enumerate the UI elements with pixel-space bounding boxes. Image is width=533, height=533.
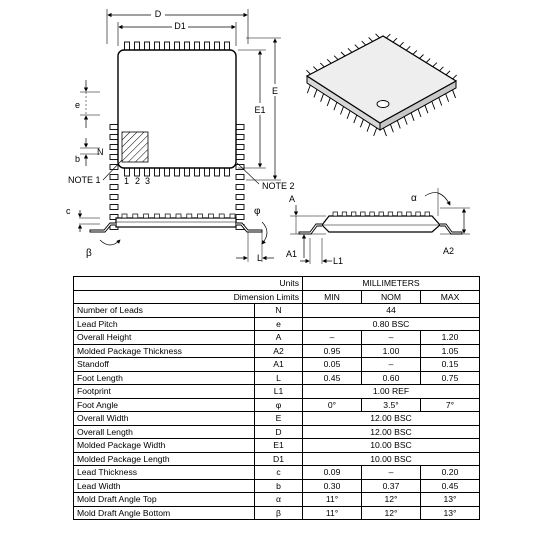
row-min: 11° [303,506,362,520]
table-row [74,412,480,426]
row-max: 13° [421,493,480,507]
row-nom: – [362,358,421,372]
row-value-span: 1.00 REF [303,385,480,399]
row-label: Overall Height [74,331,255,345]
row-label: Molded Package Length [74,452,255,466]
col-nom: NOM [362,290,421,304]
row-symbol: b [255,479,303,493]
row-label: Foot Length [74,371,255,385]
row-min: – [303,331,362,345]
row-label: Molded Package Thickness [74,344,255,358]
label-A: A [289,194,296,204]
iso-lead [320,63,324,67]
iso-lead [397,120,400,128]
row-symbol: E [255,412,303,426]
side-lead [165,214,170,218]
row-min: 0° [303,398,362,412]
side-lead [176,214,181,218]
lead-left [110,145,118,150]
iso-lead [321,94,324,102]
row-label: Standoff [74,358,255,372]
label-e: e [75,100,81,110]
table-row [74,479,480,493]
side-lead [370,212,375,216]
row-min: 11° [303,493,362,507]
label-pin3: 3 [145,176,151,186]
row-nom: 0.37 [362,479,421,493]
row-symbol: α [255,493,303,507]
lead-bottom [135,168,140,176]
label-pin2: 2 [135,176,141,186]
row-value-span: 12.00 BSC [303,412,480,426]
row-label: Lead Thickness [74,466,255,480]
row-symbol: A2 [255,344,303,358]
row-min: 0.45 [303,371,362,385]
row-nom: 12° [362,493,421,507]
iso-lead [446,71,450,75]
row-min: 0.09 [303,466,362,480]
row-symbol: D [255,425,303,439]
side-lead [425,212,430,216]
row-symbol: L1 [255,385,303,399]
row-nom: 3.5° [362,398,421,412]
table-row [74,493,480,507]
row-label: Foot Angle [74,398,255,412]
iso-lead [383,128,386,136]
lead-bottom [185,168,190,176]
row-label: Footprint [74,385,255,399]
iso-lead [341,52,345,56]
iso-lead [341,107,344,115]
lead-right [236,195,244,200]
table-row [74,304,480,318]
lead-bottom [165,168,170,176]
side-lead [416,212,421,216]
iso-lead [306,70,310,74]
side-lead [333,212,338,216]
iso-lead [360,119,363,127]
lead-top [195,42,200,50]
iso-lead [367,124,370,132]
lead-top [165,42,170,50]
iso-lead [425,105,428,113]
side-lead [133,214,138,218]
lead-left [110,125,118,130]
iso-lead [404,117,407,125]
side-lead [154,214,159,218]
iso-lead [406,46,410,50]
iso-lead [362,41,366,45]
lead-top [125,42,130,50]
iso-lead [313,67,317,71]
lead-right [236,215,244,220]
dimension-table [73,276,480,520]
lead-left [110,135,118,140]
table-row [74,466,480,480]
lead-left [110,195,118,200]
lead-bottom [205,168,210,176]
table-row [74,398,480,412]
side-lead [208,214,213,218]
pin1-hatch [122,132,148,162]
lead-left [110,175,118,180]
iso-lead [411,113,414,121]
row-nom: 1.00 [362,344,421,358]
row-max: 13° [421,506,480,520]
iso-lead [334,102,337,110]
lead-top [145,42,150,50]
top-view [68,8,295,230]
lead-top [225,42,230,50]
lead-top [185,42,190,50]
lead-right [236,155,244,160]
row-min: 0.95 [303,344,362,358]
table-row [74,344,480,358]
row-symbol: β [255,506,303,520]
row-max: 1.05 [421,344,480,358]
row-max: 0.15 [421,358,480,372]
side-lead [342,212,347,216]
iso-pin1-dot [377,101,389,108]
side-lead [388,212,393,216]
row-value-span: 12.00 BSC [303,425,480,439]
label-pin1: 1 [124,176,130,186]
table-header-units [74,277,480,291]
iso-lead [400,42,404,46]
isometric-view [306,34,456,136]
limits-label: Dimension Limits [74,290,303,304]
col-max: MAX [421,290,480,304]
lead-bottom [195,168,200,176]
row-symbol: E1 [255,439,303,453]
iso-lead [354,115,357,123]
label-L: L [257,253,263,263]
iso-lead [439,67,443,71]
row-label: Number of Leads [74,304,255,318]
row-min: 0.30 [303,479,362,493]
iso-lead [453,90,456,98]
row-symbol: D1 [255,452,303,466]
lead-right [236,125,244,130]
side-lead [144,214,149,218]
lead-top [155,42,160,50]
label-note2: NOTE 2 [262,181,295,191]
table-header-limits [74,290,480,304]
lead-bottom [145,168,150,176]
lead-left [110,155,118,160]
row-label: Overall Length [74,425,255,439]
row-max: 0.45 [421,479,480,493]
lead-top [175,42,180,50]
lead-top [205,42,210,50]
lead-right [236,135,244,140]
iso-lead [390,124,393,132]
iso-lead [348,48,352,52]
side-lead [351,212,356,216]
iso-lead [393,38,397,42]
row-label: Overall Width [74,412,255,426]
label-D: D [154,9,162,19]
side-lead [230,214,235,218]
iso-lead [355,45,359,49]
label-A2: A2 [443,246,455,256]
label-b: b [75,154,81,164]
iso-lead [327,59,331,63]
label-E1: E1 [254,105,266,115]
table-row [74,506,480,520]
label-E: E [271,86,279,96]
side-lead [198,214,203,218]
row-symbol: A1 [255,358,303,372]
row-value-span: 10.00 BSC [303,452,480,466]
row-label: Mold Draft Angle Bottom [74,506,255,520]
lead-right [236,185,244,190]
iso-lead [439,98,442,106]
row-value-span: 44 [303,304,480,318]
row-nom: – [362,331,421,345]
lead-bottom [215,168,220,176]
side-lead [122,214,127,218]
lead-bottom [175,168,180,176]
iso-lead [420,55,424,59]
label-note1: NOTE 1 [68,175,101,185]
table-row [74,371,480,385]
iso-body-top [307,36,456,123]
side-lead [361,212,366,216]
lead-left [110,205,118,210]
row-symbol: e [255,317,303,331]
table-row [74,385,480,399]
iso-lead [307,85,310,93]
row-label: Lead Pitch [74,317,255,331]
iso-lead [347,111,350,119]
side-lead [187,214,192,218]
lead-right [236,175,244,180]
table-row [74,331,480,345]
row-label: Molded Package Width [74,439,255,453]
row-value-span: 10.00 BSC [303,439,480,453]
iso-lead [426,59,430,63]
table-row [74,358,480,372]
iso-lead [327,98,330,106]
side-lead [379,212,384,216]
row-label: Lead Width [74,479,255,493]
lead-bottom [125,168,130,176]
table-row [74,317,480,331]
iso-lead [413,50,417,54]
iso-lead [453,75,457,79]
lead-bottom [155,168,160,176]
lead-right [236,145,244,150]
col-min: MIN [303,290,362,304]
row-max: 0.75 [421,371,480,385]
lead-top [135,42,140,50]
row-min: 0.05 [303,358,362,372]
lead-bottom [225,168,230,176]
side-view-right [286,188,470,266]
row-nom: 12° [362,506,421,520]
iso-lead [376,34,380,38]
row-symbol: A [255,331,303,345]
iso-lead [334,56,338,60]
table-row [74,425,480,439]
iso-lead [432,101,435,109]
table-row [74,439,480,453]
row-symbol: φ [255,398,303,412]
side-lead [219,214,224,218]
row-symbol: N [255,304,303,318]
row-max: 7° [421,398,480,412]
row-symbol: c [255,466,303,480]
iso-lead [433,63,437,67]
label-D1: D1 [174,21,186,31]
row-nom: 0.60 [362,371,421,385]
row-max: 0.20 [421,466,480,480]
lead-top [215,42,220,50]
units-label: Units [74,277,303,291]
side-lead [407,212,412,216]
label-N: N [97,147,104,157]
row-value-span: 0.80 BSC [303,317,480,331]
label-A1: A1 [286,249,298,259]
label-L1: L1 [333,256,344,266]
row-nom: – [362,466,421,480]
row-symbol: L [255,371,303,385]
label-alpha: α [411,193,417,204]
side-lead [397,212,402,216]
row-max: 1.20 [421,331,480,345]
lead-right [236,205,244,210]
iso-lead [446,94,449,102]
label-phi: φ [254,206,261,217]
units-value: MILLIMETERS [303,277,480,291]
iso-lead [418,109,421,117]
row-label: Mold Draft Angle Top [74,493,255,507]
iso-lead [386,34,390,38]
iso-lead [314,89,317,97]
label-beta: β [86,248,92,259]
lead-left [110,185,118,190]
iso-lead [369,37,373,41]
label-c: c [66,206,71,216]
iso-lead [374,128,377,136]
table-row [74,452,480,466]
